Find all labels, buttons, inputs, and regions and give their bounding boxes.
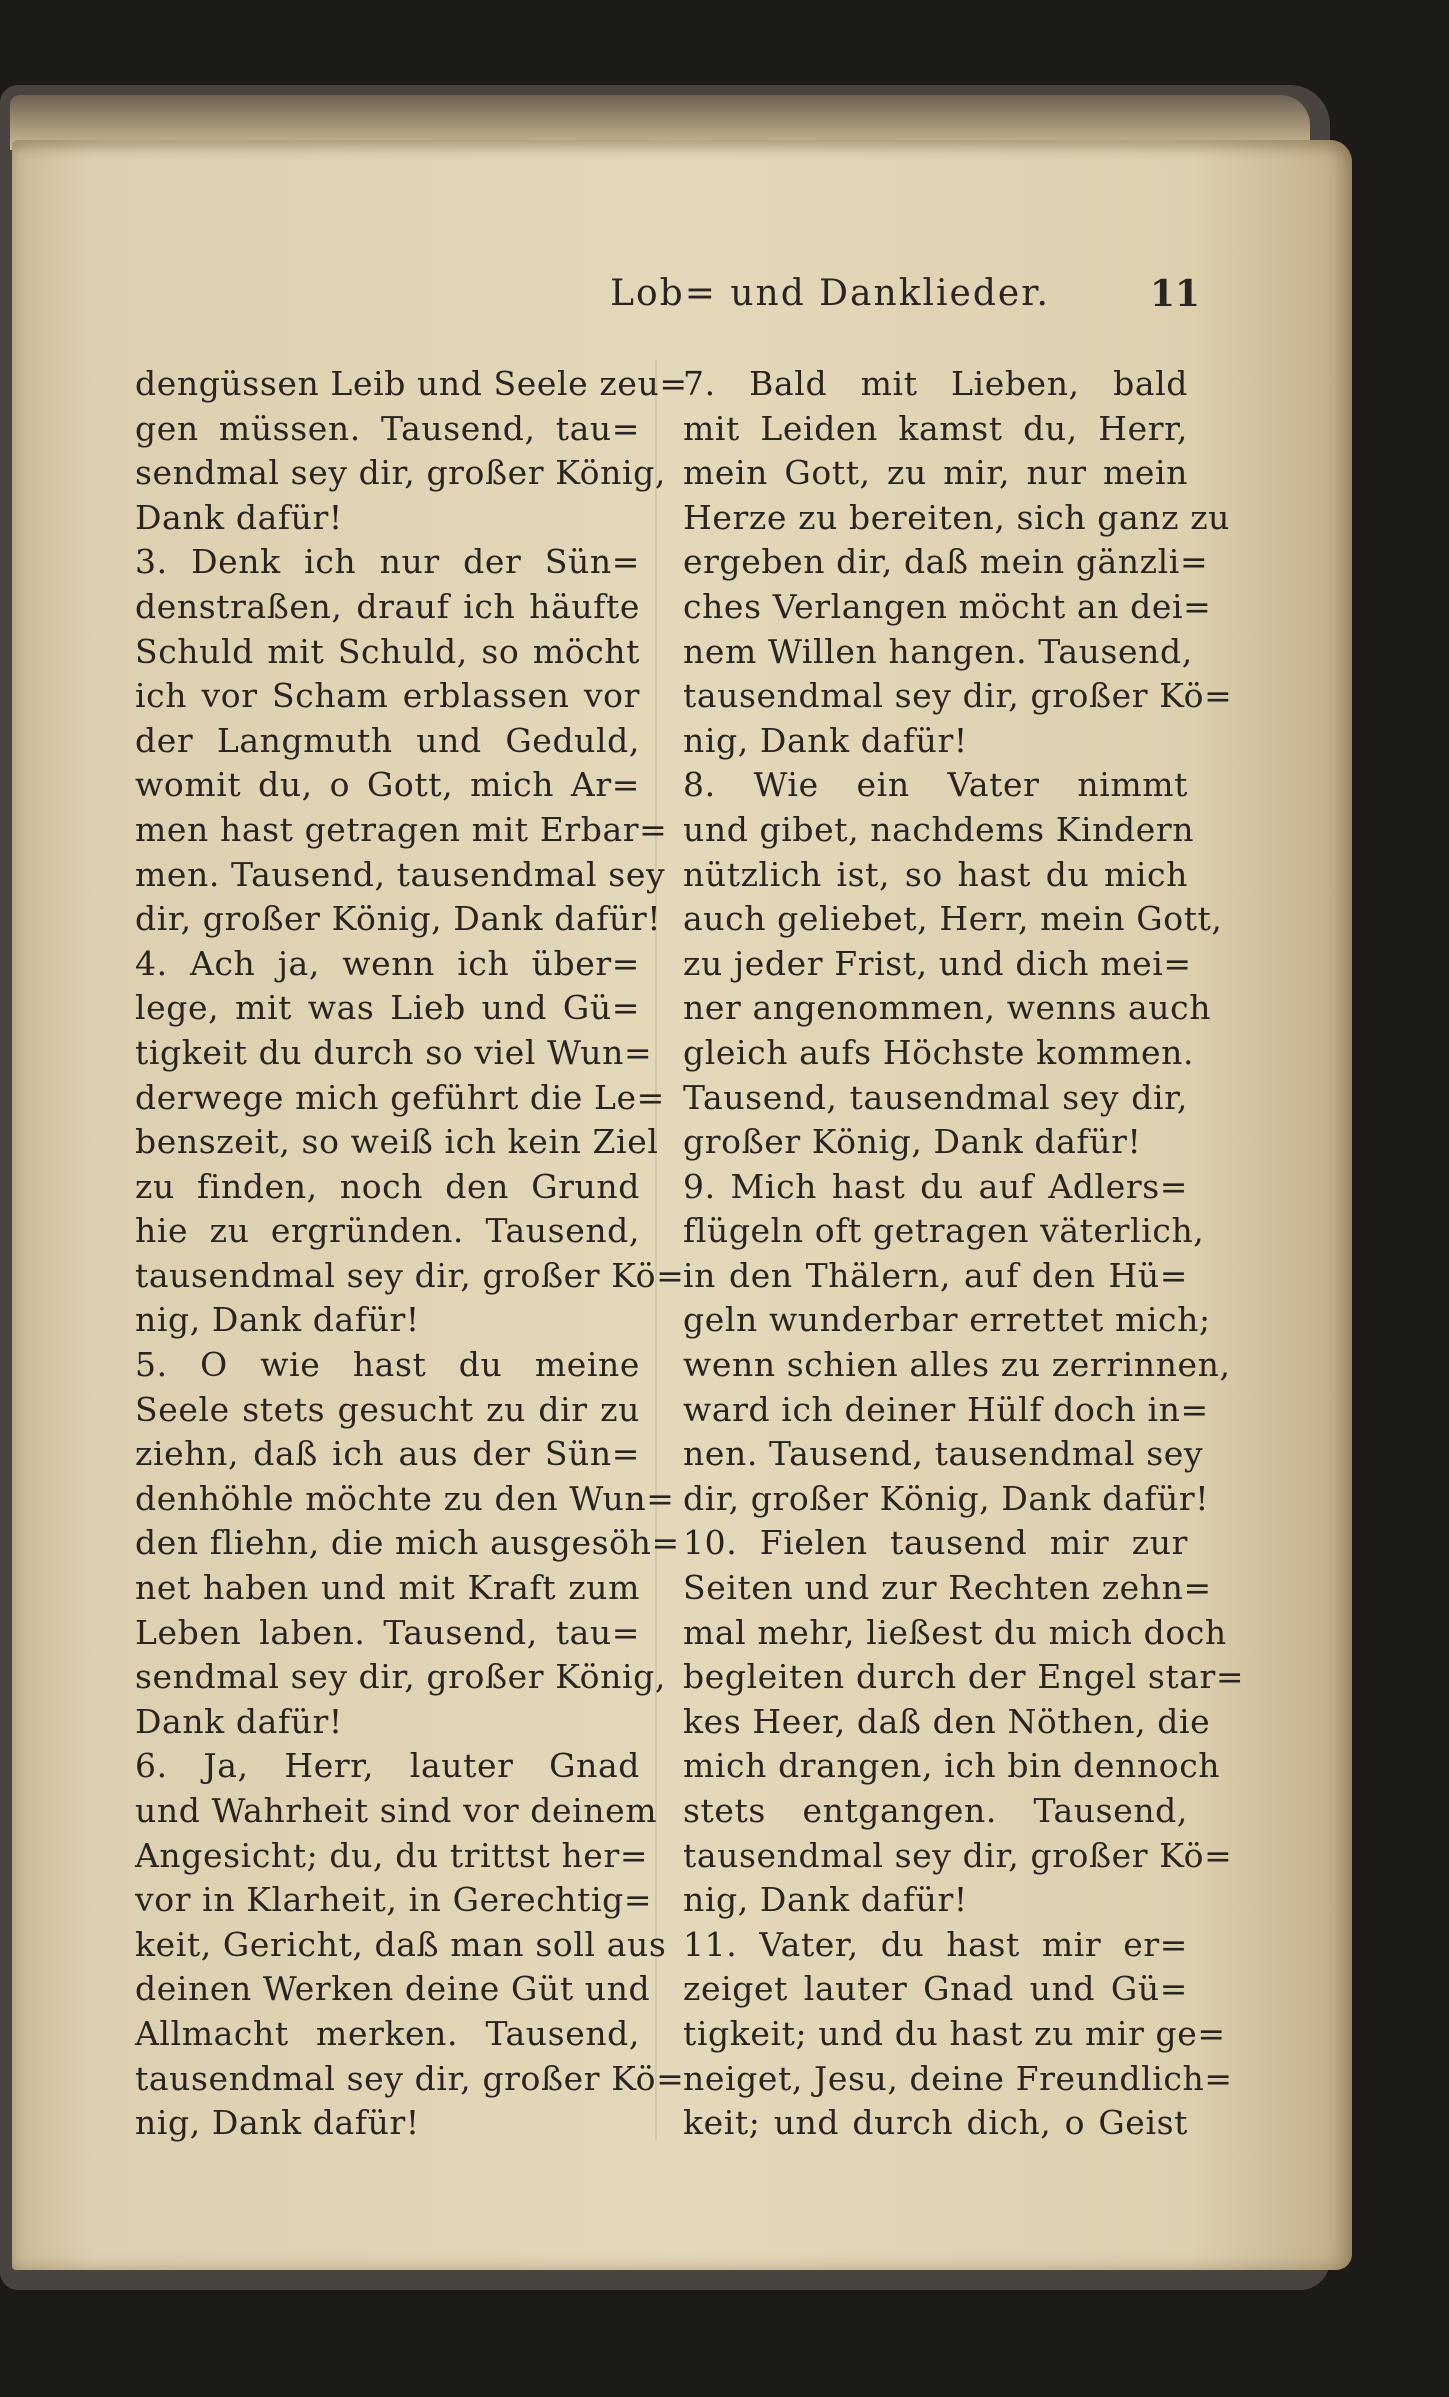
text-line: ward ich deiner Hülf doch in= bbox=[683, 1389, 1209, 1429]
text-line: sendmal sey dir, großer König, bbox=[135, 1657, 666, 1697]
text-line: tausendmal sey dir, großer Kö= bbox=[135, 2058, 685, 2098]
text-line: 4. Ach ja, wenn ich über= bbox=[135, 943, 640, 983]
text-line: nig, Dank dafür! bbox=[683, 1880, 968, 1920]
page-number: 11 bbox=[1150, 273, 1201, 315]
text-line: Dank dafür! bbox=[135, 497, 343, 537]
text-line: nen. Tausend, tausendmal sey bbox=[683, 1434, 1204, 1474]
text-line: stets entgangen. Tausend, bbox=[683, 1791, 1188, 1830]
text-line: Dank dafür! bbox=[135, 1701, 343, 1741]
text-line: und gibet, nachdems Kindern bbox=[683, 809, 1195, 849]
text-line: flügeln oft getragen väterlich, bbox=[683, 1211, 1205, 1251]
text-line: ner angenommen, wenns auch bbox=[683, 988, 1212, 1028]
text-line: tausendmal sey dir, großer Kö= bbox=[135, 1255, 685, 1295]
text-line: mit Leiden kamst du, Herr, bbox=[683, 408, 1188, 448]
text-line: denstraßen, drauf ich häufte bbox=[135, 586, 640, 626]
text-line: vor in Klarheit, in Gerechtig= bbox=[135, 1880, 653, 1920]
text-line: und Wahrheit sind vor deinem bbox=[135, 1791, 658, 1830]
text-line: gleich aufs Höchste kommen. bbox=[683, 1032, 1195, 1072]
text-line: nig, Dank dafür! bbox=[135, 2103, 420, 2143]
text-line: men. Tausend, tausendmal sey bbox=[135, 854, 666, 894]
text-line: 9. Mich hast du auf Adlers= bbox=[683, 1166, 1188, 1206]
text-line: Angesicht; du, du trittst her= bbox=[135, 1835, 649, 1875]
text-line: mich drangen, ich bin dennoch bbox=[683, 1746, 1221, 1786]
text-line: denhöhle möchte zu den Wun= bbox=[135, 1478, 675, 1518]
text-line: kes Heer, daß den Nöthen, die bbox=[683, 1701, 1211, 1741]
text-line: dir, großer König, Dank dafür! bbox=[683, 1478, 1210, 1518]
text-line: neiget, Jesu, deine Freundlich= bbox=[683, 2058, 1233, 2098]
text-line: ergeben dir, daß mein gänzli= bbox=[683, 542, 1209, 582]
text-line: zu jeder Frist, und dich mei= bbox=[683, 943, 1192, 983]
text-line: keit; und durch dich, o Geist bbox=[683, 2103, 1188, 2143]
text-line: Leben laben. Tausend, tau= bbox=[135, 1612, 640, 1652]
column-gutter bbox=[655, 360, 657, 2140]
text-line: nem Willen hangen. Tausend, bbox=[683, 631, 1193, 671]
text-line: Schuld mit Schuld, so möcht bbox=[135, 631, 640, 671]
text-line: auch geliebet, Herr, mein Gott, bbox=[683, 899, 1223, 939]
text-line: tausendmal sey dir, großer Kö= bbox=[683, 676, 1233, 716]
right-text-column bbox=[683, 362, 1245, 2146]
text-line: ich vor Scham erblassen vor bbox=[135, 676, 640, 716]
text-line: Seele stets gesucht zu dir zu bbox=[135, 1389, 640, 1429]
text-line: geln wunderbar errettet mich; bbox=[683, 1300, 1211, 1340]
text-line: nig, Dank dafür! bbox=[135, 1300, 420, 1340]
text-line: 8. Wie ein Vater nimmt bbox=[683, 765, 1188, 805]
text-line: deinen Werken deine Güt und bbox=[135, 1969, 651, 2009]
text-line: lege, mit was Lieb und Gü= bbox=[135, 988, 640, 1028]
text-line: 7. Bald mit Lieben, bald bbox=[683, 364, 1188, 403]
text-line: men hast getragen mit Erbar= bbox=[135, 809, 668, 849]
text-line: tausendmal sey dir, großer Kö= bbox=[683, 1835, 1233, 1875]
text-line: dir, großer König, Dank dafür! bbox=[135, 899, 662, 939]
text-line: 10. Fielen tausend mir zur bbox=[683, 1523, 1188, 1563]
text-line: Herze zu bereiten, sich ganz zu bbox=[683, 497, 1231, 537]
text-line: nützlich ist, so hast du mich bbox=[683, 854, 1188, 894]
text-line: großer König, Dank dafür! bbox=[683, 1122, 1142, 1162]
text-line: mein Gott, zu mir, nur mein bbox=[683, 453, 1188, 493]
text-line: nig, Dank dafür! bbox=[683, 720, 968, 760]
text-line: Allmacht merken. Tausend, bbox=[135, 2013, 640, 2053]
text-line: dengüssen Leib und Seele zeu= bbox=[135, 364, 688, 403]
text-line: Tausend, tausendmal sey dir, bbox=[683, 1077, 1188, 1117]
text-line: benszeit, so weiß ich kein Ziel bbox=[135, 1122, 659, 1162]
left-text-column bbox=[135, 362, 688, 2146]
text-line: tigkeit du durch so viel Wun= bbox=[135, 1032, 653, 1072]
text-line: tigkeit; und du hast zu mir ge= bbox=[683, 2013, 1226, 2053]
text-line: ches Verlangen möcht an dei= bbox=[683, 586, 1212, 626]
text-line: mal mehr, ließest du mich doch bbox=[683, 1612, 1227, 1652]
text-line: in den Thälern, auf den Hü= bbox=[683, 1255, 1188, 1295]
running-title: Lob= und Danklieder. bbox=[610, 273, 1050, 314]
text-line: Seiten und zur Rechten zehn= bbox=[683, 1568, 1212, 1608]
text-line: sendmal sey dir, großer König, bbox=[135, 453, 666, 493]
text-line: 11. Vater, du hast mir er= bbox=[683, 1924, 1188, 1964]
text-line: zeiget lauter Gnad und Gü= bbox=[683, 1969, 1188, 2009]
text-line: 6. Ja, Herr, lauter Gnad bbox=[135, 1746, 640, 1786]
text-line: der Langmuth und Geduld, bbox=[135, 720, 640, 760]
text-line: 3. Denk ich nur der Sün= bbox=[135, 542, 640, 582]
text-line: zu finden, noch den Grund bbox=[135, 1166, 640, 1206]
text-line: hie zu ergründen. Tausend, bbox=[135, 1211, 640, 1251]
text-line: 5. O wie hast du meine bbox=[135, 1345, 640, 1385]
text-line: begleiten durch der Engel star= bbox=[683, 1657, 1245, 1697]
text-line: net haben und mit Kraft zum bbox=[135, 1568, 640, 1608]
text-line: gen müssen. Tausend, tau= bbox=[135, 408, 640, 448]
text-line: womit du, o Gott, mich Ar= bbox=[135, 765, 640, 805]
text-line: derwege mich geführt die Le= bbox=[135, 1077, 665, 1117]
text-line: keit, Gericht, daß man soll aus bbox=[135, 1924, 667, 1964]
text-line: ziehn, daß ich aus der Sün= bbox=[135, 1434, 640, 1474]
text-line: wenn schien alles zu zerrinnen, bbox=[683, 1345, 1231, 1385]
text-line: den fliehn, die mich ausgesöh= bbox=[135, 1523, 680, 1563]
